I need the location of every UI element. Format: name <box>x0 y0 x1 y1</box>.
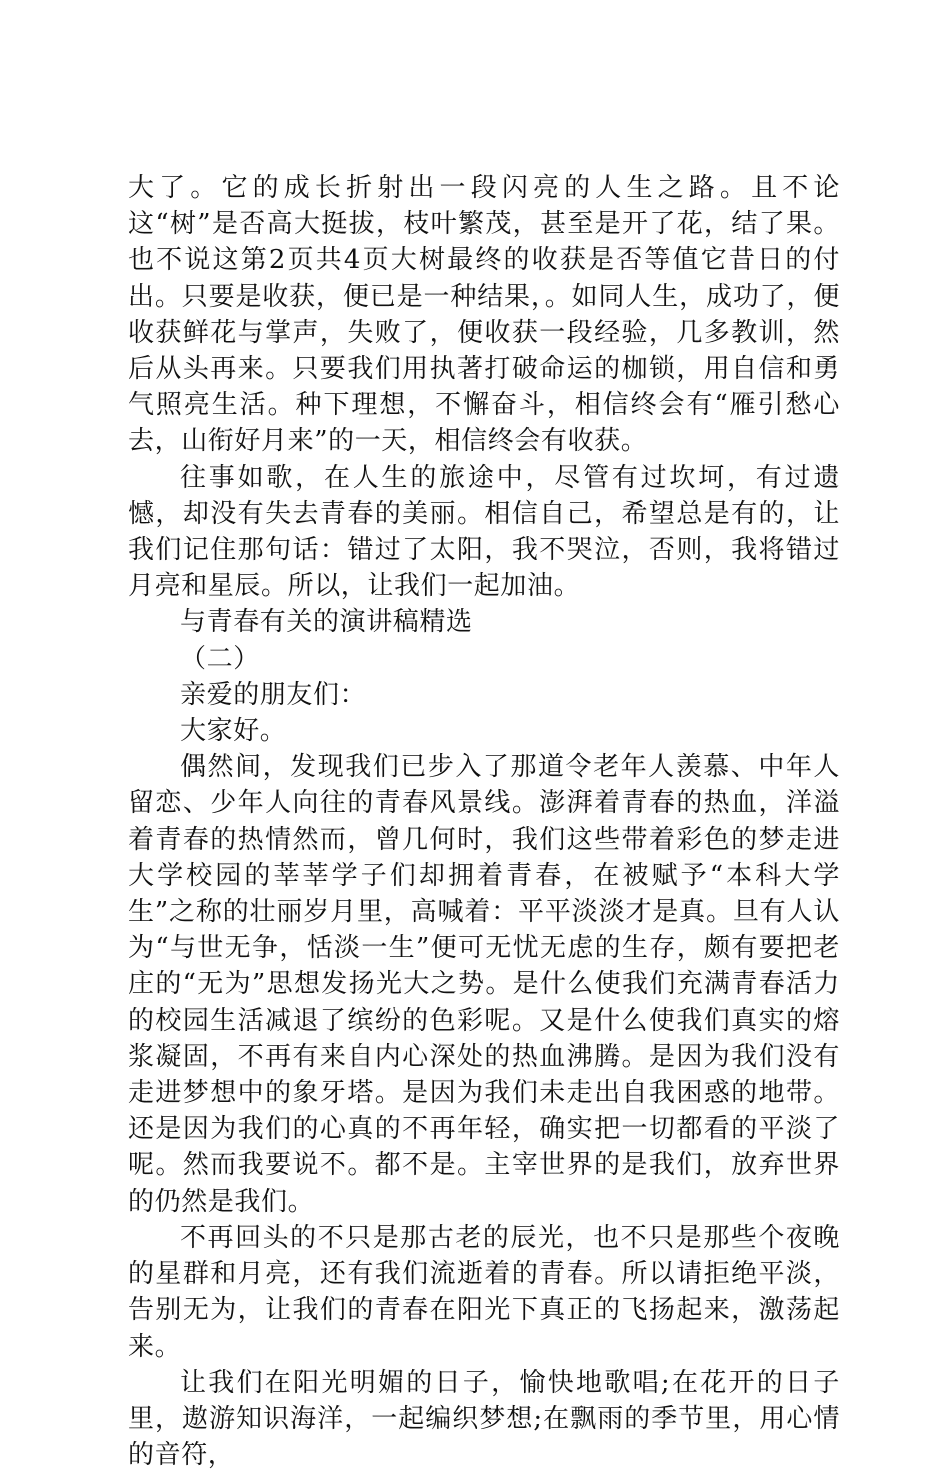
paragraph-no-looking-back: 不再回头的不只是那古老的辰光，也不只是那些个夜晚的星群和月亮，还有我们流逝着的青春。所以请拒绝平淡，告别无为，让我们的青春在阳光下真正的飞扬起来，激荡起来。 <box>128 1222 840 1362</box>
paragraph-youth-scenery: 偶然间，发现我们已步入了那道令老年人羡慕、中年人留恋、少年人向往的青春风景线。澎湃着青春的热血，洋溢着青春的热情然而，曾几何时，我们这些带着彩色的梦走进大学校园的莘莘学子们却拥着青春，在被赋予“本科大学生”之称的壮丽岁月里，高喊着：平平淡淡才是真。旦有人认为“与世无争，恬淡一生”便可无忧无虑的生存，颇有要把老庄的“无为”思想发扬光大之势。是什么使我们充满青春活力的校园生活减退了缤纷的色彩呢。又是什么使我们真实的熔浆凝固，不再有来自内心深处的热血沸腾。是因为我们没有走进梦想中的象牙塔。是因为我们未走出自我困惑的地带。还是因为我们的心真的不再年轻，确实把一切都看的平淡了呢。然而我要说不。都不是。主宰世界的是我们，放弃世界的仍然是我们。 <box>128 752 840 1217</box>
paragraph-past-like-song: 往事如歌，在人生的旅途中，尽管有过坎坷，有过遗憾，却没有失去青春的美丽。相信自己，希望总是有的，让我们记住那句话：错过了太阳，我不哭泣，否则，我将错过月亮和星辰。所以，让我们一起加油。 <box>128 462 840 602</box>
greeting: 大家好。 <box>180 716 287 747</box>
section-title: 与青春有关的演讲稿精选 <box>180 607 473 638</box>
document-body <box>128 170 840 1473</box>
paragraph-continuation: 大了。它的成长折射出一段闪亮的人生之路。且不论这“树”是否高大挺拔，枝叶繁茂，甚至是开了花，结了果。也不说这第2页共4页大树最终的收获是否等值它昔日的付出。只要是收获，便已是一种结果，。如同人生，成功了，便收获鲜花与掌声，失败了，便收获一段经验，几多教训，然后从头再来。只要我们用执著打破命运的枷锁，用自信和勇气照亮生活。种下理想，不懈奋斗，相信终会有“雁引愁心去，山衔好月来”的一天，相信终会有收获。 <box>128 173 840 457</box>
section-number: （二） <box>180 643 260 674</box>
salutation: 亲爱的朋友们： <box>180 679 367 710</box>
paragraph-sunny-days: 让我们在阳光明媚的日子，愉快地歌唱;在花开的日子里，遨游知识海洋，一起编织梦想;在飘雨的季节里，用心情的音符， <box>128 1367 840 1471</box>
